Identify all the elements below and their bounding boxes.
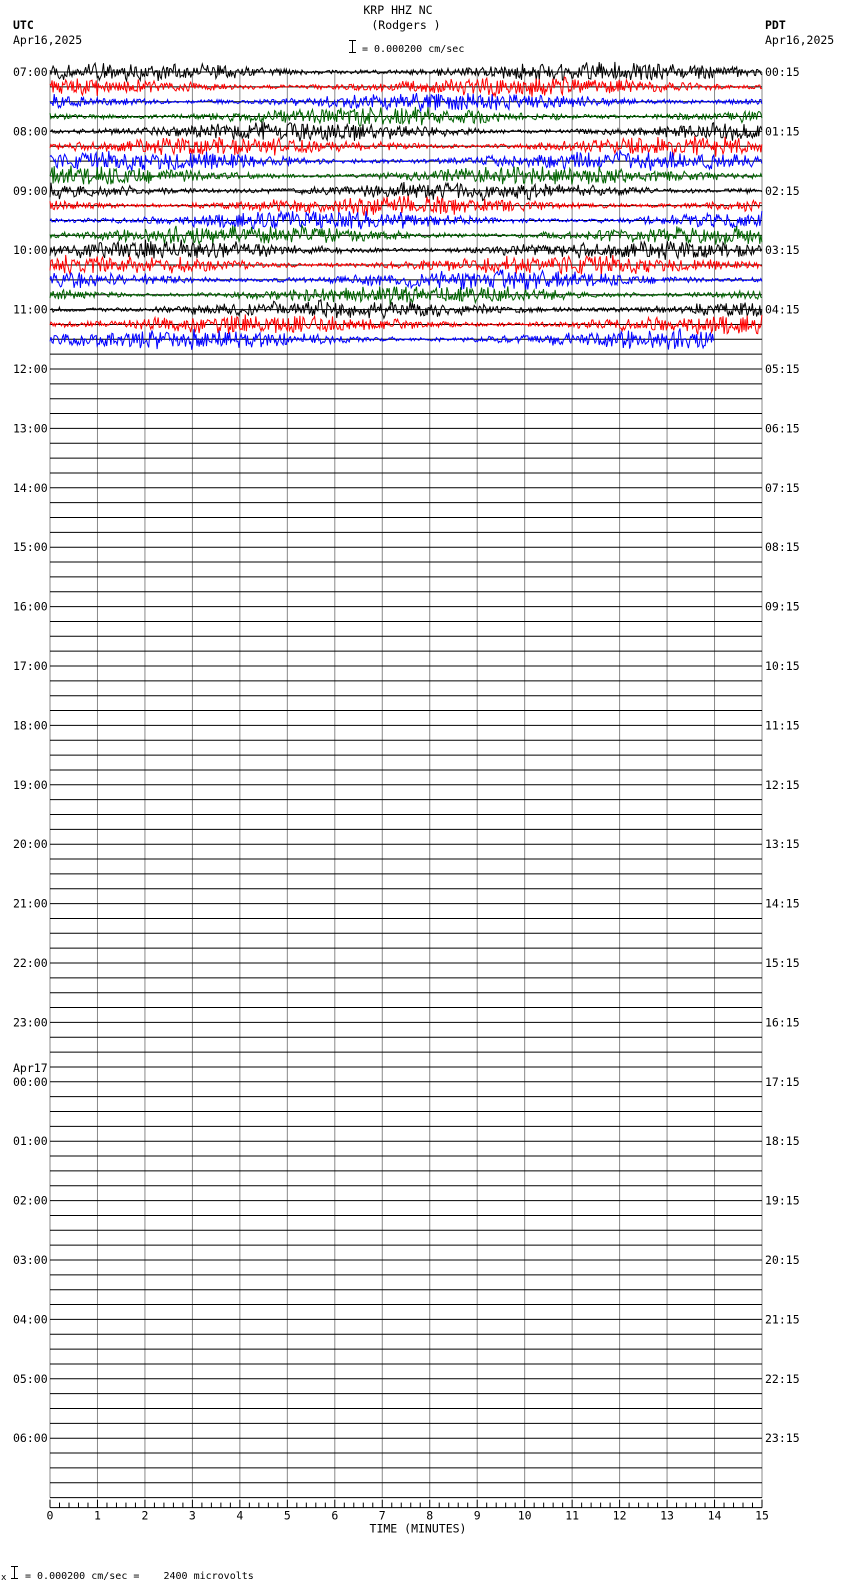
pdt-hour-label: 16:15 [765, 1015, 800, 1030]
pdt-hour-label: 12:15 [765, 777, 800, 792]
pdt-hour-label: 21:15 [765, 1312, 800, 1327]
pdt-hour-label: 18:15 [765, 1134, 800, 1149]
utc-hour-label: 06:00 [13, 1431, 48, 1446]
utc-hour-label: 13:00 [13, 421, 48, 436]
pdt-hour-label: 09:15 [765, 599, 800, 614]
x-tick-label: 2 [141, 1508, 149, 1523]
utc-hour-label: 14:00 [13, 480, 48, 495]
pdt-hour-label: 22:15 [765, 1371, 800, 1386]
x-axis-title: TIME (MINUTES) [369, 1521, 467, 1536]
pdt-hour-label: 11:15 [765, 718, 800, 733]
x-tick-label: 5 [283, 1508, 291, 1523]
pdt-hour-label: 23:15 [765, 1431, 800, 1446]
pdt-hour-label: 08:15 [765, 540, 800, 555]
right-timezone: PDT [765, 18, 786, 32]
plot-grid [50, 72, 762, 1498]
utc-hour-label: 21:00 [13, 896, 48, 911]
trace-row-16 [50, 300, 762, 319]
utc-hour-label: 08:00 [13, 124, 48, 139]
pdt-hour-label: 13:15 [765, 837, 800, 852]
x-tick-label: 8 [426, 1508, 434, 1523]
utc-hour-label: 18:00 [13, 718, 48, 733]
footer-scale-text: = 0.000200 cm/sec = 2400 microvolts [25, 1571, 254, 1582]
utc-hour-label: 17:00 [13, 659, 48, 673]
pdt-hour-label: 02:15 [765, 183, 800, 198]
pdt-hour-label: 01:15 [765, 124, 800, 139]
trace-row-0 [50, 62, 762, 81]
pdt-hour-label: 03:15 [765, 243, 800, 258]
x-tick-label: 11 [565, 1508, 580, 1523]
x-tick-label: 1 [93, 1508, 101, 1523]
utc-hour-label: 12:00 [13, 362, 48, 376]
x-tick-label: 13 [660, 1508, 674, 1523]
station-location: (Rodgers ) [371, 18, 441, 32]
x-tick-label: 7 [378, 1508, 386, 1523]
pdt-hour-label: 00:15 [765, 65, 800, 79]
station-title: KRP HHZ NC [363, 3, 433, 17]
right-date: Apr16,2025 [765, 33, 835, 47]
pdt-hour-label: 19:15 [765, 1193, 800, 1208]
left-date: Apr16,2025 [13, 33, 83, 47]
utc-hour-label: 23:00 [13, 1015, 48, 1030]
utc-hour-label: 19:00 [13, 777, 48, 792]
utc-hour-label: 00:00 [13, 1074, 48, 1089]
pdt-hour-label: 07:15 [765, 480, 800, 495]
footer-scale-bar-cap-top [11, 1566, 18, 1567]
footer-marker: x [1, 1573, 7, 1583]
pdt-hour-label: 04:15 [765, 302, 800, 317]
x-tick-label: 6 [331, 1508, 339, 1523]
utc-hour-label: 04:00 [13, 1312, 48, 1327]
pdt-hour-label: 10:15 [765, 659, 800, 673]
left-timezone: UTC [13, 18, 34, 32]
utc-hour-label: 02:00 [13, 1193, 48, 1208]
utc-hour-label: 22:00 [13, 956, 48, 970]
utc-hour-label: 10:00 [13, 243, 48, 258]
pdt-hour-label: 20:15 [765, 1253, 800, 1267]
utc-hour-label: 01:00 [13, 1134, 48, 1149]
scale-text: = 0.000200 cm/sec [362, 44, 465, 55]
pdt-hour-label: 14:15 [765, 896, 800, 911]
utc-hour-label: 11:00 [13, 302, 48, 317]
date-change-label: Apr17 [13, 1060, 48, 1075]
trace-row-2 [50, 93, 762, 111]
x-axis [47, 1500, 769, 1536]
x-tick-label: 0 [46, 1508, 54, 1523]
trace-row-7 [50, 166, 762, 185]
utc-hour-label: 16:00 [13, 599, 48, 614]
x-tick-label: 14 [707, 1508, 722, 1523]
utc-hour-label: 20:00 [13, 837, 48, 852]
utc-hour-label: 05:00 [13, 1371, 48, 1386]
trace-row-17 [50, 314, 762, 334]
x-tick-label: 10 [517, 1508, 532, 1523]
pdt-hour-label: 05:15 [765, 362, 800, 376]
pdt-hour-label: 17:15 [765, 1074, 800, 1089]
trace-row-15 [50, 286, 762, 305]
footer-scale-bar-cap-bottom [11, 1578, 18, 1579]
pdt-hour-label: 15:15 [765, 956, 800, 970]
pdt-hour-label: 06:15 [765, 421, 800, 436]
x-tick-label: 4 [236, 1508, 244, 1523]
utc-hour-label: 03:00 [13, 1253, 48, 1267]
x-tick-label: 9 [473, 1508, 481, 1523]
x-tick-label: 15 [755, 1508, 769, 1523]
x-tick-label: 12 [612, 1508, 627, 1523]
utc-hour-label: 07:00 [13, 65, 48, 79]
x-tick-label: 3 [188, 1508, 196, 1523]
utc-hour-label: 15:00 [13, 540, 48, 555]
utc-hour-label: 09:00 [13, 183, 48, 198]
